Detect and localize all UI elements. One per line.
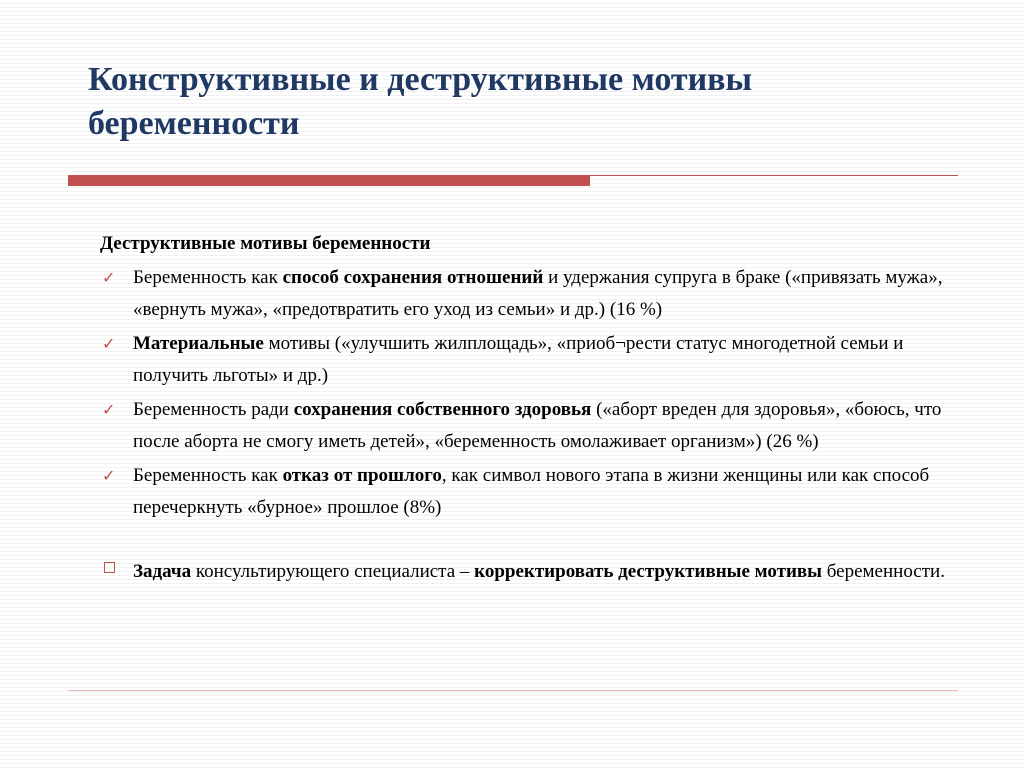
item-text-pre: Беременность ради: [133, 399, 294, 420]
item-text-post: мотивы («улучшить жилплощадь», «приоб¬рести статус многодетной семьи и получить льготы» и др.): [133, 333, 904, 386]
task-text-mid: консультирующего специалиста –: [191, 561, 475, 582]
item-text-post: , как символ нового этапа в жизни женщины или как способ перечеркнуть «бурное» прошлое (8%): [133, 465, 930, 518]
list-item: [100, 262, 980, 326]
item-text-bold: способ сохранения отношений: [282, 267, 544, 288]
item-text-post: и удержания супруга в браке («привязать мужа», «вернуть мужа», «предотвратить его уход из семьи» и др.) (16 %): [133, 267, 943, 320]
list-item: [100, 328, 980, 392]
item-text-pre: Беременность как: [133, 267, 283, 288]
item-text-pre: Беременность как: [133, 465, 283, 486]
square-bullet-icon: [104, 562, 115, 573]
list-item: [100, 460, 980, 524]
slide-title-line-2: беременности: [88, 105, 300, 142]
checkmark-icon: ✓: [102, 400, 116, 419]
item-text-post: («аборт вреден для здоровья», «боюсь, что после аборта не смогу иметь детей», «беременность омолаживает организм») (26 %): [133, 399, 942, 452]
slide-content: [100, 228, 980, 590]
list-item: [100, 394, 980, 458]
slide-title-line-1: Конструктивные и деструктивные мотивы: [88, 61, 753, 98]
checkmark-icon: ✓: [102, 466, 116, 485]
spacer: [100, 526, 980, 556]
task-item: [100, 556, 980, 588]
item-text-bold: сохранения собственного здоровья: [293, 399, 592, 420]
task-text-bold: корректировать деструктивные мотивы: [474, 561, 822, 582]
task-label: Задача: [133, 561, 192, 582]
section-heading: Деструктивные мотивы беременности: [100, 233, 431, 254]
task-text-post: беременности.: [822, 561, 945, 582]
slide-title: [88, 58, 948, 146]
item-text-bold: отказ от прошлого: [282, 465, 442, 486]
footer-divider: [68, 690, 958, 691]
checkmark-icon: ✓: [102, 268, 116, 287]
title-divider-thick: [68, 176, 590, 186]
item-text-bold: Материальные: [133, 333, 264, 354]
checkmark-icon: ✓: [102, 334, 116, 353]
